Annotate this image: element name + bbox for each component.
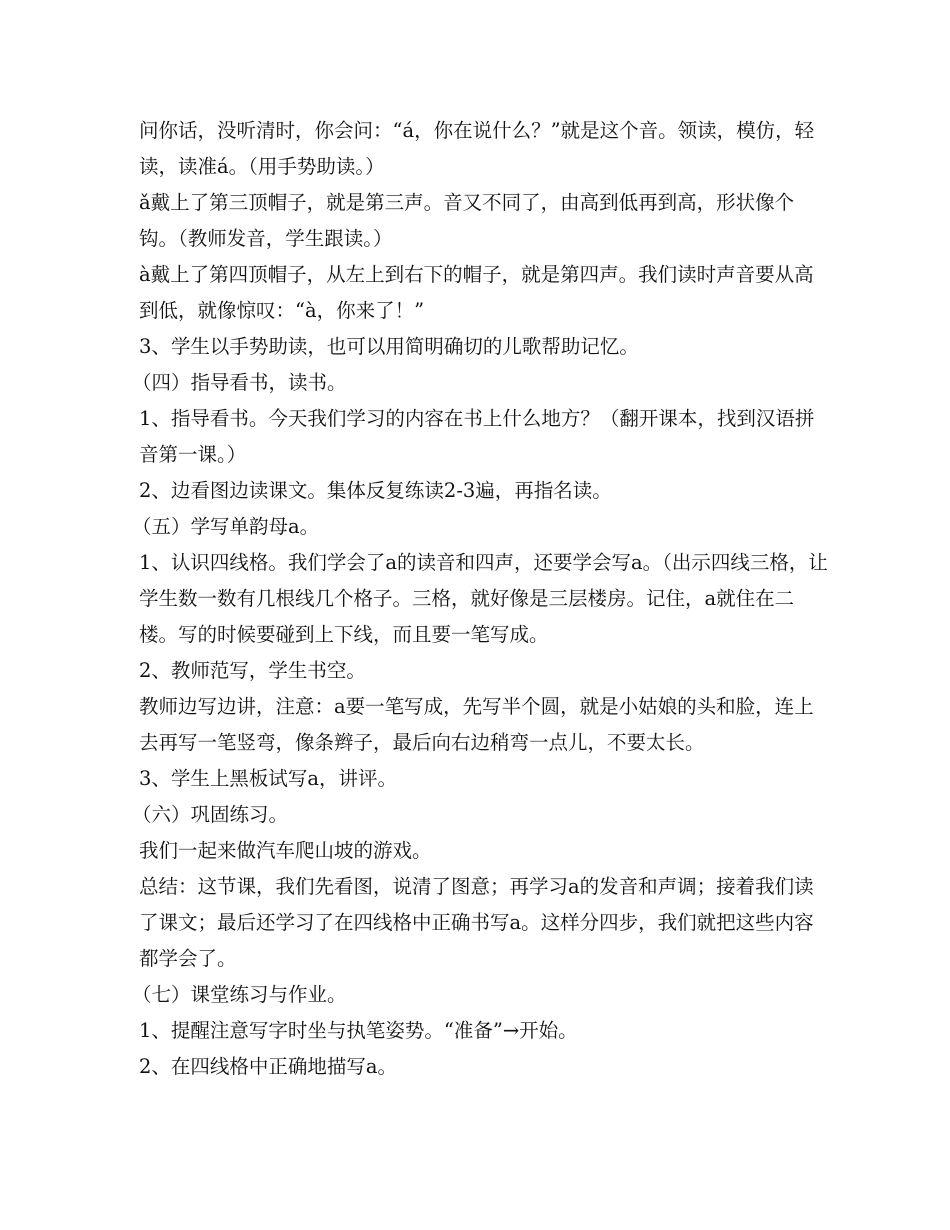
- section-heading-6: （六）巩固练习。: [132, 803, 289, 826]
- paragraph-gesture-reading: 3、学生以手势助读，也可以用简明确切的儿歌帮助记忆。: [139, 335, 639, 358]
- paragraph-read-text: 2、边看图边读课文。集体反复练读2-3遍，再指名读。: [139, 479, 612, 502]
- paragraph-game: 我们一起来做汽车爬山坡的游戏。: [139, 839, 432, 862]
- document-body: [132, 113, 829, 1085]
- paragraph-blackboard-practice: 3、学生上黑板试写a，讲评。: [139, 767, 398, 790]
- paragraph-tone4: à戴上了第四顶帽子，从左上到右下的帽子，就是第四声。我们读时声音要从高到低，就像惊叹：“à，你来了！”: [139, 263, 814, 322]
- section-heading-5: （五）学写单韵母a。: [132, 515, 320, 538]
- paragraph-posture: 1、提醒注意写字时坐与执笔姿势。“准备”→开始。: [139, 1019, 578, 1042]
- paragraph-writing-steps: 教师边写边讲，注意：a要一笔写成，先写半个圆，就是小姑娘的头和脸，连上去再写一笔竖弯，像条辫子，最后向右边稍弯一点儿，不要太长。: [139, 695, 814, 754]
- paragraph-summary: 总结：这节课，我们先看图，说清了图意；再学习a的发音和声调；接着我们读了课文；最后还学习了在四线格中正确书写a。这样分四步，我们就把这些内容都学会了。: [139, 875, 814, 970]
- paragraph-guide-book: 1、指导看书。今天我们学习的内容在书上什么地方？（翻开课本，找到汉语拼音第一课。）: [139, 407, 815, 466]
- paragraph-teacher-demo: 2、教师范写，学生书空。: [139, 659, 366, 682]
- paragraph-trace-a: 2、在四线格中正确地描写a。: [139, 1055, 398, 1078]
- paragraph-tone2-explanation: 问你话，没听清时，你会问：“á，你在说什么？”就是这个音。领读，模仿，轻读，读准á。（用手势助读。）: [139, 119, 815, 178]
- paragraph-four-line-grid: 1、认识四线格。我们学会了a的读音和四声，还要学会写a。（出示四线三格，让学生数一数有几根线几个格子。三格，就好像是三层楼房。记住，a就住在二楼。写的时候要碰到上下线，而且要一笔写成。: [139, 551, 828, 646]
- section-heading-4: （四）指导看书，读书。: [132, 371, 347, 394]
- section-heading-7: （七）课堂练习与作业。: [132, 983, 347, 1006]
- paragraph-tone3: ǎ戴上了第三顶帽子，就是第三声。音又不同了，由高到低再到高，形状像个钩。（教师发音，学生跟读。）: [139, 191, 795, 250]
